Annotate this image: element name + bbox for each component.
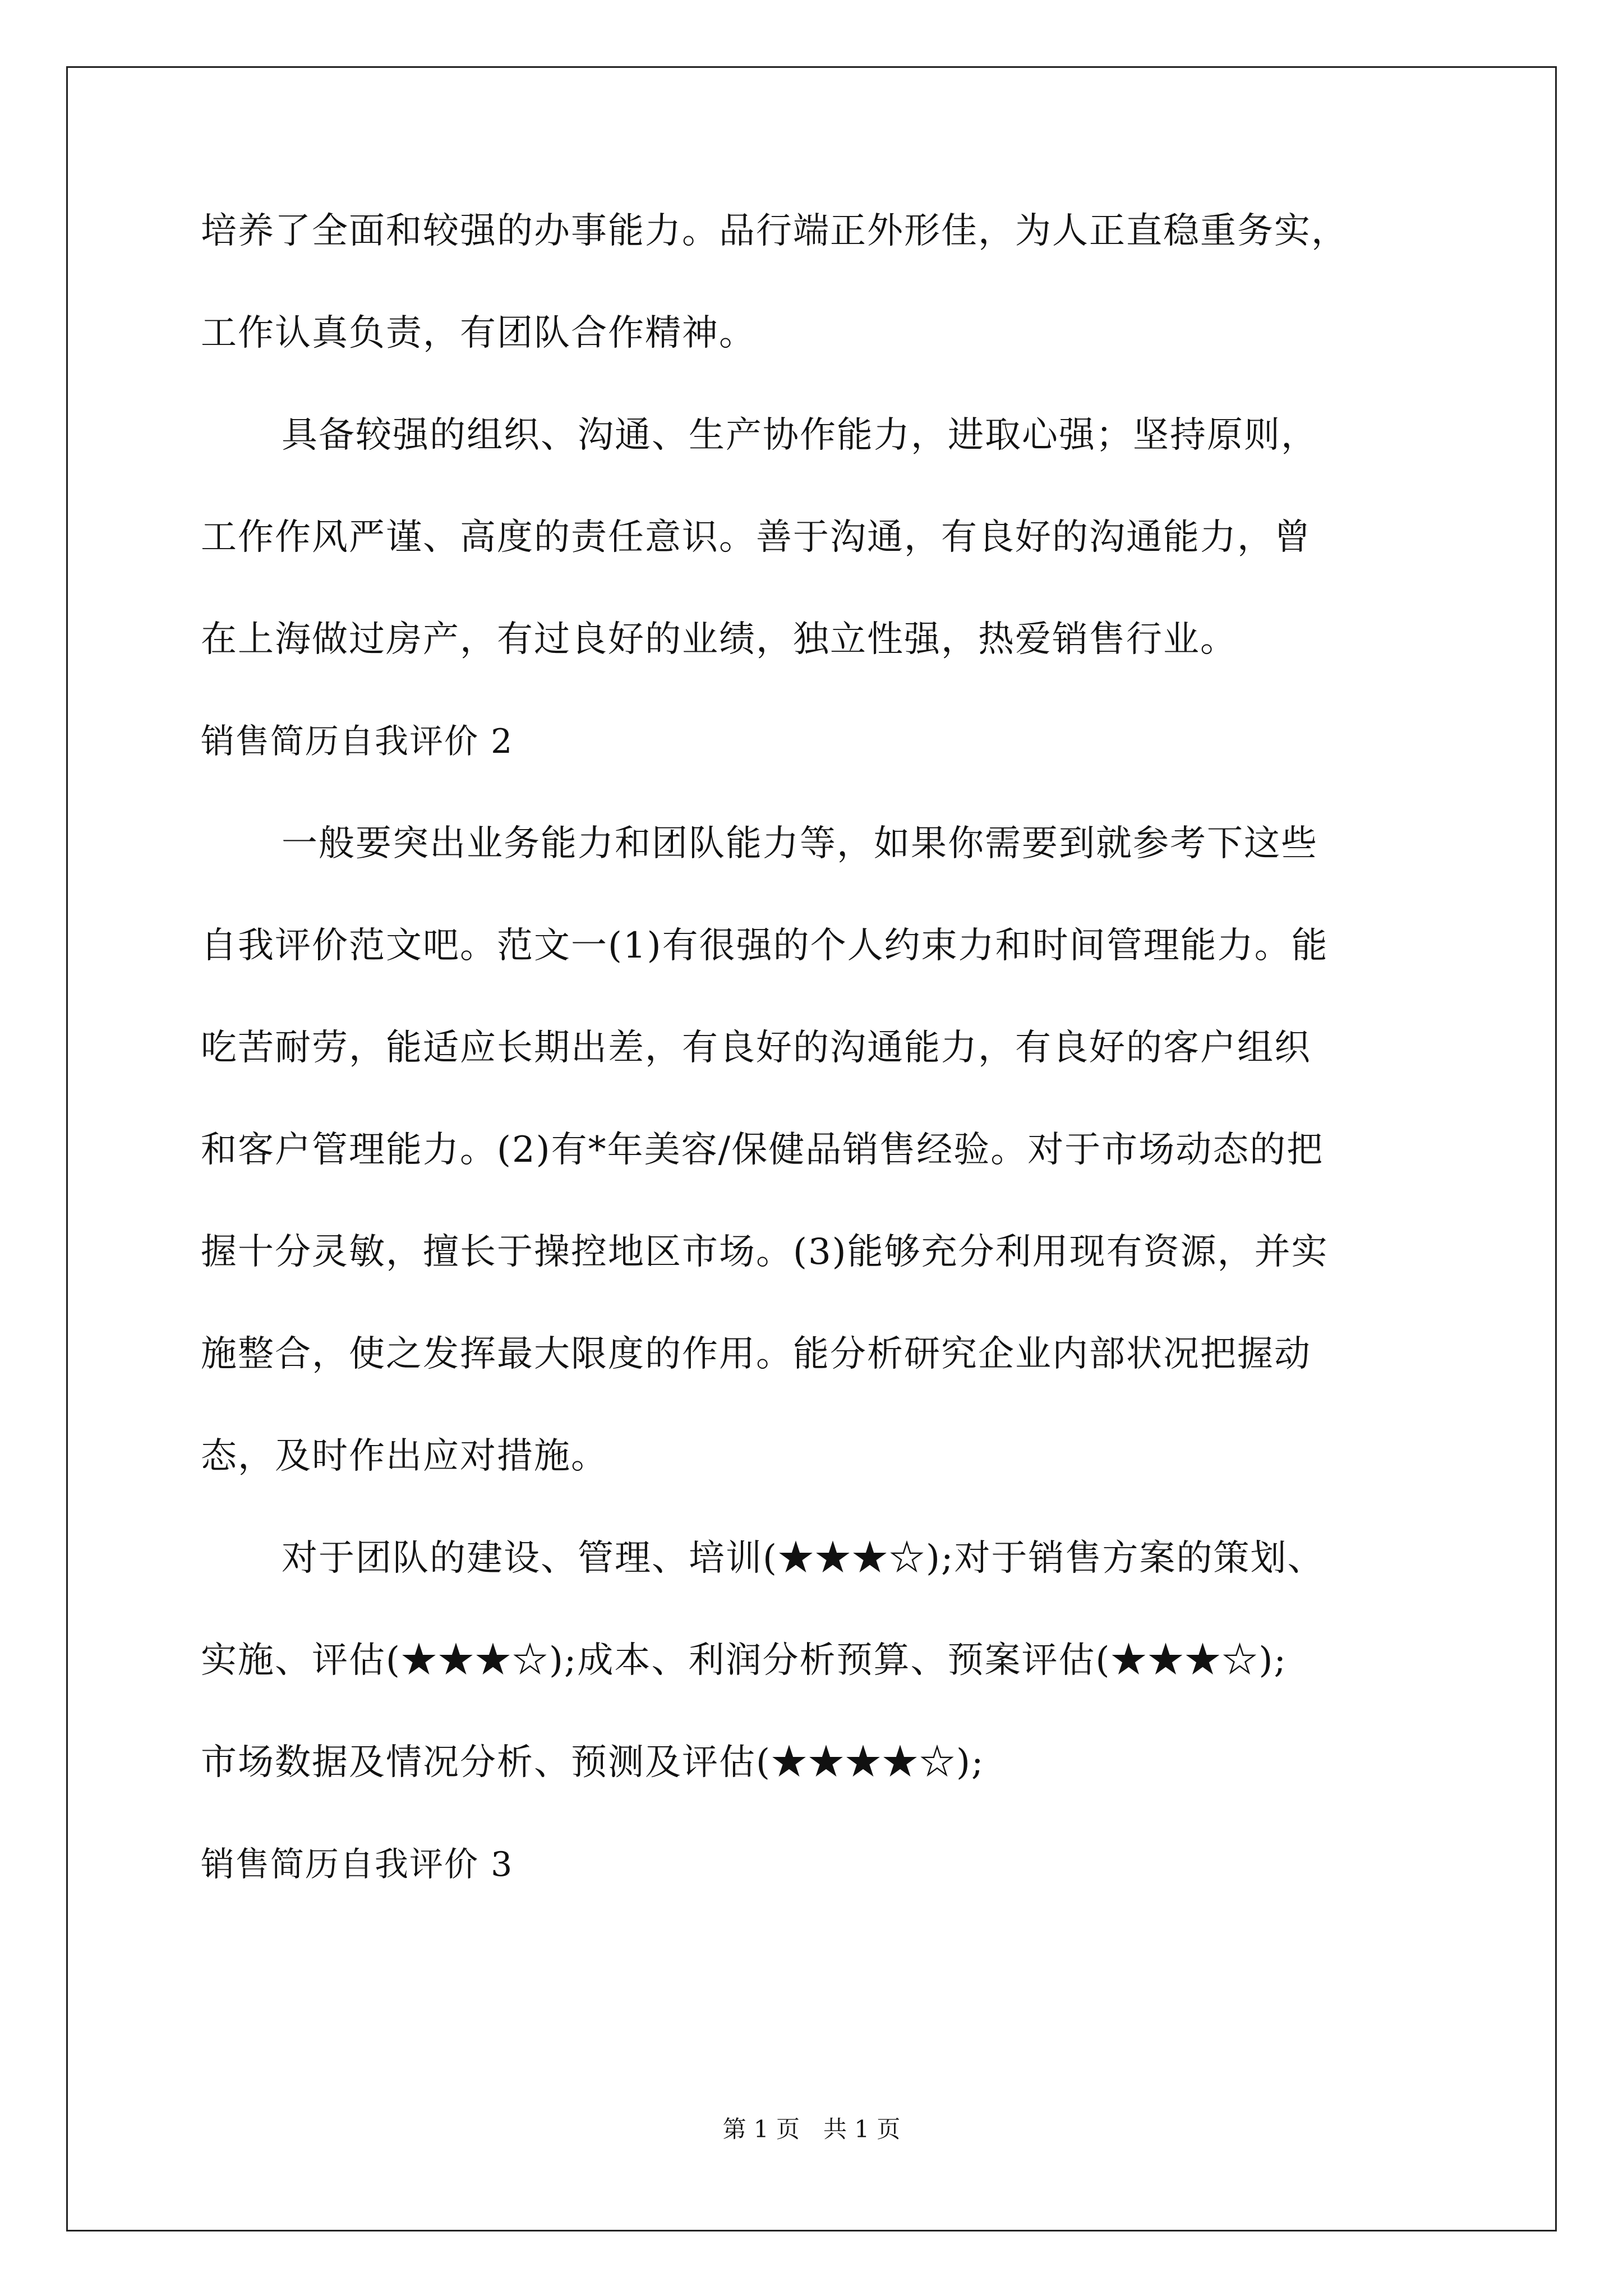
paragraph-line: 自我评价范文吧。范文一(1)有很强的个人约束力和时间管理能力。能: [201, 925, 1329, 967]
document-body: [201, 210, 1435, 1949]
paragraph-line: 态，及时作出应对措施。: [201, 1435, 608, 1477]
paragraph-line: 一般要突出业务能力和团队能力等，如果你需要到就参考下这些: [282, 823, 1318, 864]
paragraph-line: 施整合，使之发挥最大限度的作用。能分析研究企业内部状况把握动: [201, 1333, 1311, 1375]
page-footer: 第 1 页 共 1 页: [722, 2115, 901, 2143]
paragraph-line: 和客户管理能力。(2)有*年美容/保健品销售经验。对于市场动态的把: [201, 1129, 1324, 1171]
paragraph-line: 实施、评估(★★★☆);成本、利润分析预算、预案评估(★★★☆);: [201, 1640, 1287, 1681]
paragraph-line: 工作认真负责，有团队合作精神。: [201, 312, 756, 354]
section-heading: 销售简历自我评价 3: [201, 1845, 514, 1884]
paragraph-line: 在上海做过房产，有过良好的业绩，独立性强，热爱销售行业。: [201, 619, 1237, 660]
section-heading: 销售简历自我评价 2: [201, 722, 514, 761]
paragraph-line: 具备较强的组织、沟通、生产协作能力，进取心强；坚持原则，: [282, 415, 1318, 456]
paragraph-line: 工作作风严谨、高度的责任意识。善于沟通，有良好的沟通能力，曾: [201, 517, 1311, 558]
paragraph-line: 吃苦耐劳，能适应长期出差，有良好的沟通能力，有良好的客户组织: [201, 1027, 1311, 1069]
paragraph-line: 培养了全面和较强的办事能力。品行端正外形佳，为人正直稳重务实，: [201, 210, 1348, 252]
paragraph-line: 对于团队的建设、管理、培训(★★★☆);对于销售方案的策划、: [282, 1538, 1325, 1579]
paragraph-line: 握十分灵敏，擅长于操控地区市场。(3)能够充分利用现有资源，并实: [201, 1231, 1329, 1273]
paragraph-line: 市场数据及情况分析、预测及评估(★★★★☆);: [201, 1742, 985, 1783]
